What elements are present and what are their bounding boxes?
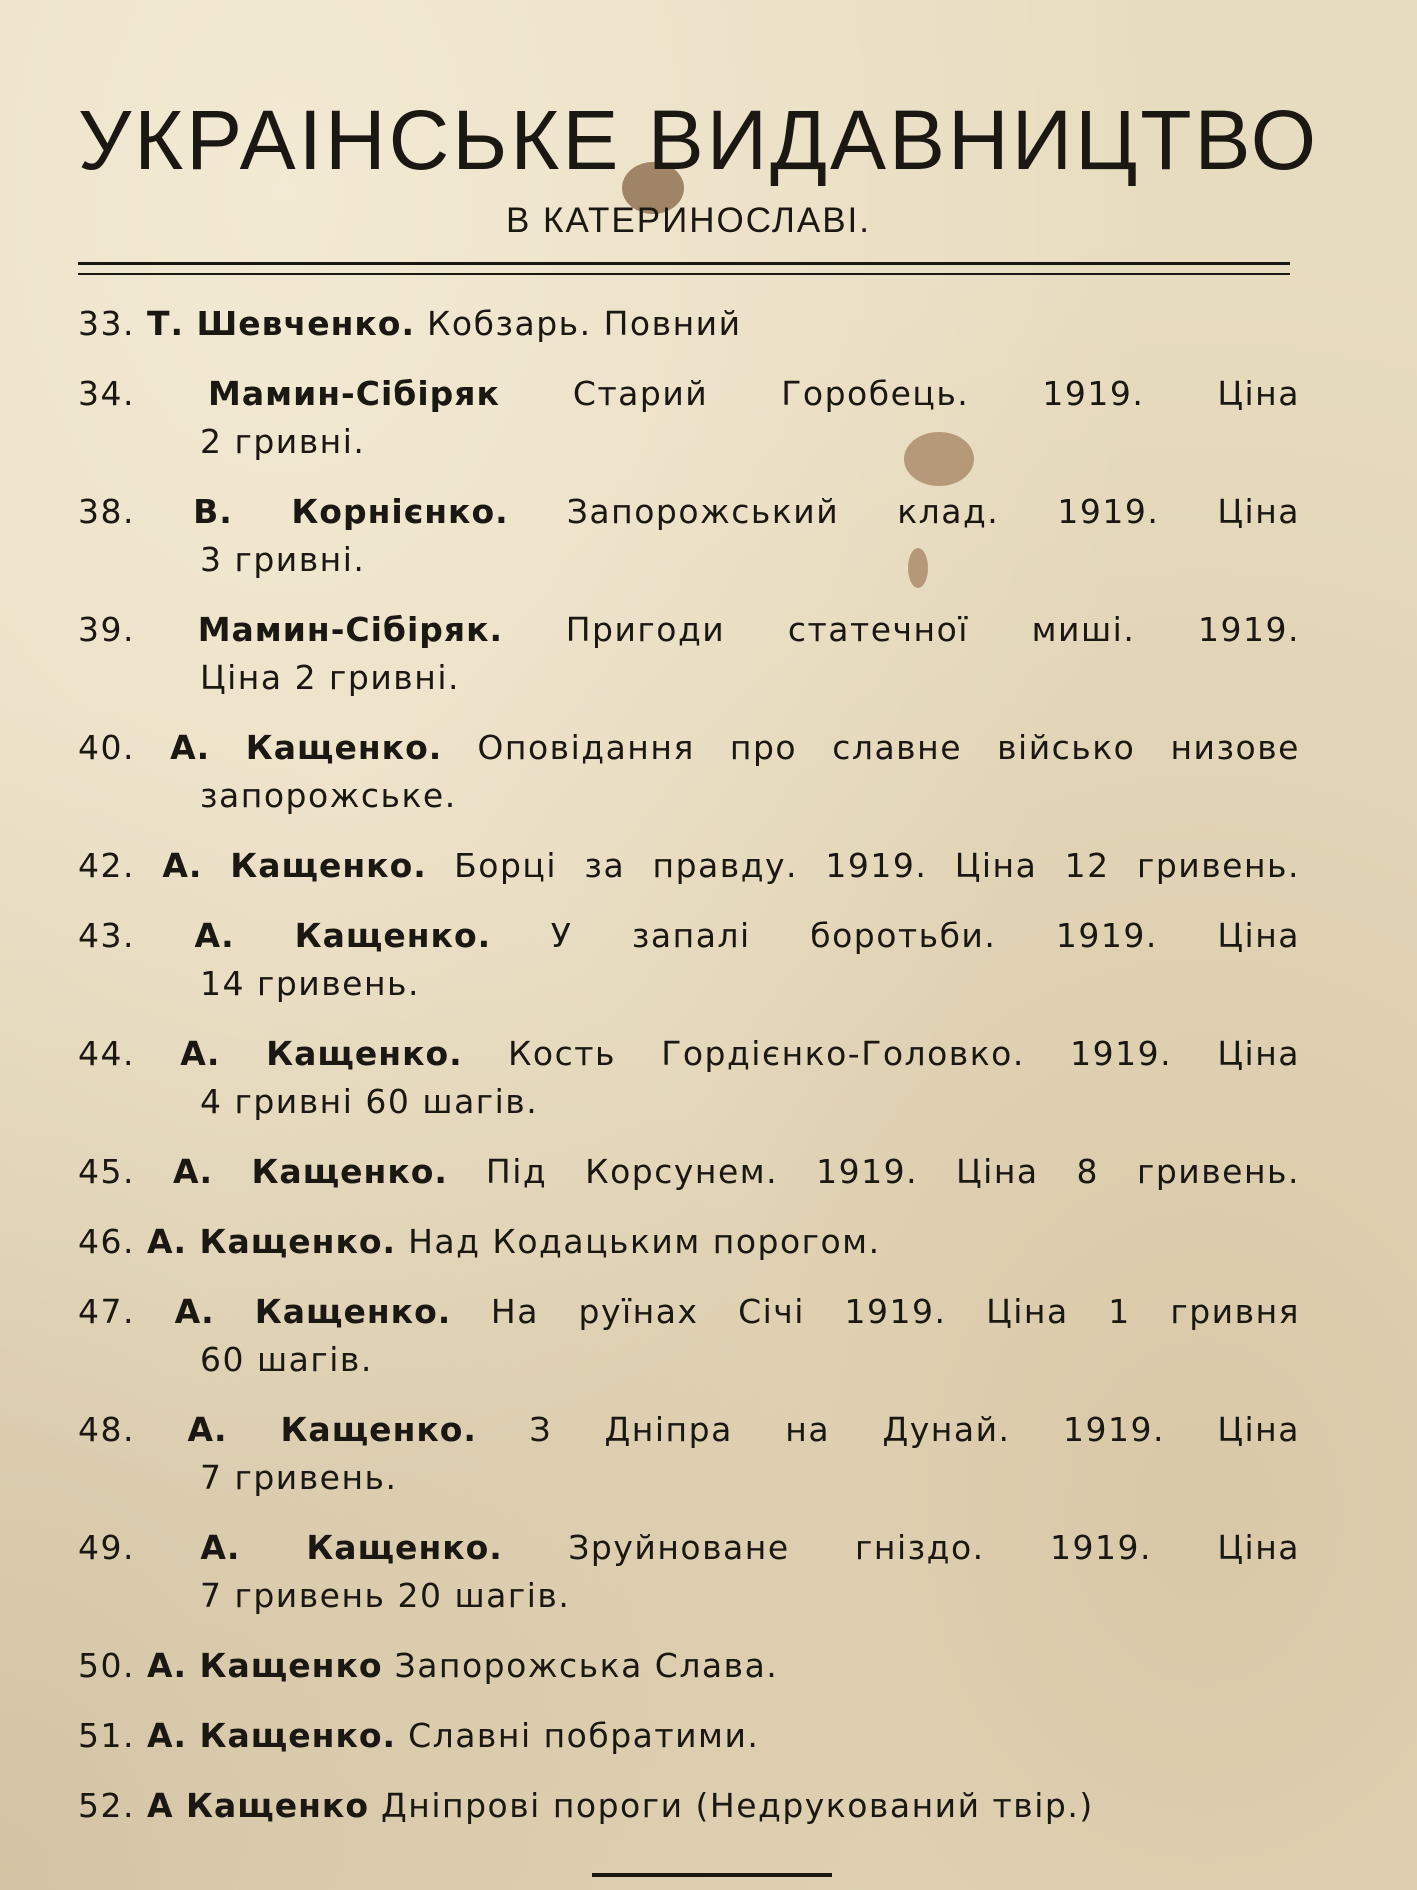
entry-title: Зруйноване гніздо. 1919. Ціна <box>568 1528 1300 1567</box>
entry-author: А Кащенко <box>146 1786 369 1825</box>
catalog-entry <box>78 1030 1318 1126</box>
catalog-entry <box>78 1782 1318 1830</box>
entry-title: Запорожська Слава. <box>394 1646 779 1685</box>
entry-number: 38. <box>78 492 135 531</box>
catalog-entry <box>78 912 1318 1008</box>
entry-number: 49. <box>78 1528 135 1567</box>
entry-author: Мамин-Сібіряк <box>208 374 500 413</box>
entry-number: 34. <box>78 374 135 413</box>
catalog-entry <box>78 1712 1318 1760</box>
catalog-entry <box>78 1406 1318 1502</box>
catalog-entry <box>78 842 1318 890</box>
entry-continuation: 2 гривні. <box>200 422 366 461</box>
entry-continuation: Ціна 2 гривні. <box>200 658 460 697</box>
entry-author: А. Кащенко. <box>170 728 443 767</box>
entry-number: 44. <box>78 1034 135 1073</box>
footer-rule <box>592 1873 832 1877</box>
entry-number: 47. <box>78 1292 135 1331</box>
entry-author: А. Кащенко. <box>194 916 492 955</box>
entry-number: 33. <box>78 304 135 343</box>
entry-number: 39. <box>78 610 135 649</box>
entry-number: 50. <box>78 1646 135 1685</box>
entry-title: Кобзарь. Повний <box>427 304 742 343</box>
entry-title: На руїнах Січі 1919. Ціна 1 гривня <box>490 1292 1301 1331</box>
catalog-entry <box>78 1148 1318 1196</box>
entry-number: 43. <box>78 916 135 955</box>
publisher-city: В КАТЕРИНОСЛАВІ. <box>505 201 871 240</box>
entry-author: Мамин-Сібіряк. <box>197 610 504 649</box>
entry-continuation: 4 гривні 60 шагів. <box>200 1082 539 1121</box>
entry-continuation: 3 гривні. <box>200 540 366 579</box>
publisher-title: УКРАІНСЬКЕ ВИДАВНИЦТВО <box>77 93 1320 187</box>
header-rule-thick <box>78 262 1290 265</box>
entry-title: У запалі боротьби. 1919. Ціна <box>550 916 1300 955</box>
entry-author: А. Кащенко. <box>174 1292 452 1331</box>
entry-author: А. Кащенко. <box>180 1034 463 1073</box>
entry-author: А. Кащенко. <box>146 1716 397 1755</box>
entry-continuation: запорожське. <box>200 776 457 815</box>
entry-author: В. Корнієнко. <box>193 492 509 531</box>
entry-title: Старий Горобець. 1919. Ціна <box>572 374 1300 413</box>
entry-title: З Дніпра на Дунай. 1919. Ціна <box>529 1410 1300 1449</box>
entry-number: 48. <box>78 1410 135 1449</box>
catalog-entry <box>78 1288 1318 1384</box>
entry-title: Борці за правду. 1919. Ціна 12 гривень. <box>454 846 1300 885</box>
catalog-entry <box>78 606 1318 702</box>
book-catalog <box>78 300 1318 1852</box>
entry-title: Славні побратими. <box>408 1716 760 1755</box>
entry-author: Т. Шевченко. <box>146 304 415 343</box>
catalog-entry <box>78 1218 1318 1266</box>
entry-number: 45. <box>78 1152 135 1191</box>
entry-title: Дніпрові пороги (Недрукований твір.) <box>381 1786 1094 1825</box>
entry-continuation: 14 гривень. <box>200 964 420 1003</box>
header-rule-thin <box>78 273 1290 275</box>
entry-number: 52. <box>78 1786 135 1825</box>
catalog-entry <box>78 1524 1318 1620</box>
entry-title: Пригоди статечної миші. 1919. <box>565 610 1301 649</box>
entry-title: Під Корсунем. 1919. Ціна 8 гривень. <box>485 1152 1300 1191</box>
entry-author: А. Кащенко. <box>200 1528 503 1567</box>
entry-continuation: 60 шагів. <box>200 1340 373 1379</box>
entry-title: Оповідання про славне військо низове <box>477 728 1300 767</box>
entry-number: 46. <box>78 1222 135 1261</box>
entry-title: Над Кодацьким порогом. <box>408 1222 881 1261</box>
entry-continuation: 7 гривень. <box>200 1458 398 1497</box>
entry-author: А. Кащенко. <box>146 1222 397 1261</box>
entry-title: Кость Гордієнко-Головко. 1919. Ціна <box>508 1034 1301 1073</box>
entry-author: А. Кащенко <box>146 1646 383 1685</box>
catalog-entry <box>78 1642 1318 1690</box>
entry-number: 40. <box>78 728 135 767</box>
catalog-entry <box>78 488 1318 584</box>
entry-author: А. Кащенко. <box>187 1410 477 1449</box>
entry-number: 51. <box>78 1716 135 1755</box>
entry-continuation: 7 гривень 20 шагів. <box>200 1576 571 1615</box>
catalog-entry <box>78 724 1318 820</box>
entry-number: 42. <box>78 846 135 885</box>
entry-author: А. Кащенко. <box>162 846 427 885</box>
entry-title: Запорожський клад. 1919. Ціна <box>566 492 1300 531</box>
entry-author: А. Кащенко. <box>172 1152 448 1191</box>
catalog-entry <box>78 300 1318 348</box>
catalog-entry <box>78 370 1318 466</box>
